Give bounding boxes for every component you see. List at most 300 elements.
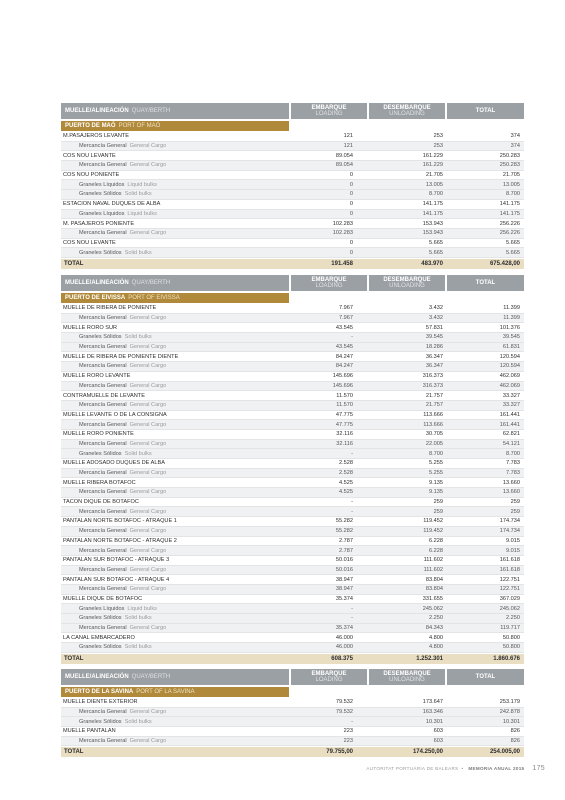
row-loading: -: [351, 615, 353, 622]
row-name-en: General Cargo: [129, 470, 167, 477]
row-total: 5.665: [506, 239, 520, 246]
row-name-en: General Cargo: [129, 508, 167, 515]
row-berth-name: [61, 393, 291, 399]
port-name: PUERTO DE EIVISSA: [65, 295, 126, 301]
table-subrow: [61, 717, 524, 727]
row-loading: 79.532: [335, 699, 353, 706]
row-unloading: 84.343: [425, 625, 443, 632]
row-name-en: Solid bulks: [124, 249, 152, 256]
row-loading: 4.525: [339, 479, 353, 486]
row-name-en: General Cargo: [129, 382, 167, 389]
row-berth-name: [61, 305, 291, 311]
row-name-text: Graneles Sólidos: [79, 249, 122, 256]
row-name-text: Graneles Líquidos: [79, 210, 125, 217]
table-subrow: [61, 161, 524, 171]
row-name-text: TACON DIQUE DE BOTAFOC: [63, 499, 139, 506]
row-loading: 145.696: [332, 373, 353, 380]
row-loading: 102.283: [332, 220, 353, 227]
row-unloading: 36.347: [425, 363, 443, 370]
row-berth-name: [61, 363, 291, 369]
table-row: [61, 698, 524, 708]
row-loading: -: [351, 605, 353, 612]
row-loading: 79.532: [335, 709, 353, 716]
header-quay-berth: [61, 103, 289, 119]
header-total: [447, 669, 524, 685]
row-total: 826: [510, 738, 520, 745]
row-loading: 55.282: [335, 518, 353, 525]
row-total: 374: [510, 133, 520, 140]
row-berth-name: [61, 489, 291, 495]
row-unloading: 603: [433, 728, 443, 735]
row-loading: 2.528: [339, 470, 353, 477]
row-name-text: Mercancía General: [79, 547, 127, 554]
row-name-text: Mercancía General: [79, 738, 127, 745]
row-unloading: 8.700: [429, 450, 443, 457]
row-total: 9.015: [506, 547, 520, 554]
row-total: 174.734: [499, 518, 520, 525]
row-berth-name: [61, 250, 291, 256]
row-loading: 43.545: [335, 324, 353, 331]
table-subrow: [61, 488, 524, 498]
row-loading: -: [351, 450, 353, 457]
table-subrow: [61, 180, 524, 190]
row-loading: 35.374: [335, 625, 353, 632]
row-total: 245.062: [499, 605, 520, 612]
header-loading: [291, 669, 367, 685]
row-unloading: 245.062: [422, 605, 443, 612]
row-name-text: Graneles Sólidos: [79, 450, 122, 457]
row-loading: 32.116: [336, 431, 353, 438]
table-row: [61, 595, 524, 605]
footer-org: AUTORITAT PORTUÀRIA DE BALEARS: [366, 766, 459, 771]
row-unloading: 173.647: [422, 699, 443, 706]
table-row: [61, 575, 524, 585]
row-loading: 145.696: [332, 382, 353, 389]
table-subrow: [61, 343, 524, 353]
row-berth-name: [61, 528, 291, 534]
header-unloading: [369, 669, 445, 685]
table-row: [61, 391, 524, 401]
row-berth-name: [61, 422, 291, 428]
row-name-text: Graneles Sólidos: [79, 615, 122, 622]
row-name-text: MUELLE DE RIBERA DE PONIENTE DIENTE: [63, 353, 179, 360]
row-loading: -: [351, 718, 353, 725]
total-label: TOTAL: [64, 749, 84, 756]
row-unloading: 6.228: [429, 547, 443, 554]
row-total: 11.399: [503, 315, 520, 322]
row-total: 141.175: [499, 210, 520, 217]
header-loading: [291, 275, 367, 291]
row-name-en: General Cargo: [129, 421, 167, 428]
table-subrow: [61, 507, 524, 517]
row-unloading: 5.255: [429, 460, 443, 467]
row-total: 161.618: [499, 557, 520, 564]
header-col2-label: DESEMBARQUE: [383, 276, 431, 283]
row-berth-name: [61, 201, 291, 207]
header-col0-label: MUELLE/ALINEACIÓN: [65, 108, 129, 114]
row-unloading: 111.602: [423, 566, 443, 573]
row-total: 120.594: [499, 363, 520, 370]
row-berth-name: [61, 625, 291, 631]
row-berth-name: [61, 470, 291, 476]
row-loading: -: [351, 334, 353, 341]
row-berth-name: [61, 221, 291, 227]
table-subrow: [61, 527, 524, 537]
row-name-text: Graneles Sólidos: [79, 718, 122, 725]
table-subrow: [61, 566, 524, 576]
header-col1-en: LOADING: [315, 283, 343, 289]
row-total: 62.821: [502, 431, 520, 438]
table-row: [61, 430, 524, 440]
row-loading: 121: [343, 133, 353, 140]
row-loading: 47.775: [335, 411, 353, 418]
row-loading: 2.787: [339, 547, 353, 554]
row-unloading: 141.175: [422, 201, 443, 208]
row-unloading: 161.229: [422, 162, 443, 169]
row-loading: 47.775: [335, 421, 353, 428]
row-loading: 0: [349, 191, 353, 198]
row-name-text: Graneles Líquidos: [79, 181, 125, 188]
row-name-text: Mercancía General: [79, 344, 127, 351]
row-unloading: 316.373: [422, 373, 443, 380]
table-header: [61, 275, 524, 291]
row-berth-name: [61, 644, 291, 650]
row-berth-name: [61, 143, 291, 149]
row-name-text: Mercancía General: [79, 162, 127, 169]
row-name-text: Mercancía General: [79, 440, 127, 447]
row-unloading: 113.666: [423, 421, 443, 428]
row-name-en: Liquid bulks: [127, 605, 157, 612]
row-loading: 46.000: [335, 644, 353, 651]
row-unloading: 153.943: [422, 220, 443, 227]
row-berth-name: [61, 240, 291, 246]
table-subrow: [61, 469, 524, 479]
table-row: [61, 517, 524, 527]
row-unloading: 161.229: [422, 152, 443, 159]
row-berth-name: [61, 606, 291, 612]
row-unloading: 5.665: [429, 249, 443, 256]
row-berth-name: [61, 230, 291, 236]
row-total: 54.121: [502, 440, 520, 447]
table-row: [61, 132, 524, 142]
row-unloading: 30.705: [425, 431, 443, 438]
row-unloading: 3.432: [429, 315, 443, 322]
total-loading: 608.375: [331, 655, 353, 662]
row-loading: 223: [343, 728, 353, 735]
row-total: 5.665: [506, 249, 520, 256]
row-unloading: 5.255: [429, 470, 443, 477]
row-unloading: 10.301: [425, 718, 443, 725]
row-berth-name: [61, 354, 291, 360]
table-subrow: [61, 142, 524, 152]
table-row: [61, 239, 524, 249]
row-berth-name: [61, 548, 291, 554]
row-loading: 35.374: [335, 595, 353, 602]
row-total: 120.594: [499, 353, 520, 360]
row-loading: 38.947: [335, 586, 353, 593]
row-unloading: 141.175: [422, 210, 443, 217]
row-loading: 43.545: [335, 344, 353, 351]
header-col1-label: EMBARQUE: [311, 276, 347, 283]
footer-report-title: MEMORIA ANUAL 2015: [468, 766, 525, 771]
row-name-en: General Cargo: [129, 363, 167, 370]
row-name-text: Mercancía General: [79, 382, 127, 389]
row-name-text: PANTALÁN SUR BOTAFOC - ATRAQUE 4: [63, 576, 170, 583]
row-unloading: 603: [433, 738, 443, 745]
header-col0-label: MUELLE/ALINEACIÓN: [65, 280, 129, 286]
table-subrow: [61, 420, 524, 430]
table-subrow: [61, 585, 524, 595]
row-loading: 50.016: [335, 566, 353, 573]
row-loading: 0: [349, 172, 353, 179]
row-name-text: Graneles Líquidos: [79, 605, 125, 612]
row-berth-name: [61, 567, 291, 573]
table-subrow: [61, 708, 524, 718]
row-unloading: 253: [433, 143, 443, 150]
header-col2-en: UNLOADING: [389, 283, 425, 289]
table-subrow: [61, 229, 524, 239]
row-berth-name: [61, 431, 291, 437]
row-total: 256.226: [499, 220, 520, 227]
row-unloading: 163.346: [422, 709, 443, 716]
table-puerto-mao: [61, 103, 524, 269]
row-loading: 0: [349, 210, 353, 217]
row-unloading: 6.228: [429, 537, 443, 544]
row-berth-name: [61, 133, 291, 139]
table-header: [61, 103, 524, 119]
table-row: [61, 304, 524, 314]
row-name-en: Solid bulks: [124, 450, 152, 457]
table-subrow: [61, 248, 524, 258]
port-title: [61, 121, 289, 131]
header-loading: [291, 103, 367, 119]
row-berth-name: [61, 191, 291, 197]
row-name-text: MUELLE RIBERA BOTAFOC: [63, 479, 136, 486]
row-name-en: General Cargo: [129, 162, 167, 169]
row-unloading: 5.665: [429, 239, 443, 246]
row-name-en: General Cargo: [129, 440, 167, 447]
row-total: 259: [510, 499, 520, 506]
row-name-text: MUELLE DIQUE DE BOTAFOC: [63, 595, 143, 602]
row-name-text: Mercancía General: [79, 402, 127, 409]
row-name-text: Mercancía General: [79, 363, 127, 370]
table-subrow: [61, 382, 524, 392]
table-subrow: [61, 643, 524, 653]
table-puerto-eivissa: [61, 275, 524, 664]
row-unloading: 259: [433, 508, 443, 515]
row-berth-name: [61, 211, 291, 217]
row-berth-name: [61, 383, 291, 389]
row-unloading: 83.804: [425, 576, 443, 583]
row-berth-name: [61, 738, 291, 744]
row-total: 61.831: [502, 344, 520, 351]
row-unloading: 111.602: [423, 557, 443, 564]
row-berth-name: [61, 719, 291, 725]
row-total: 39.545: [502, 334, 520, 341]
row-unloading: 9.135: [429, 479, 443, 486]
total-unloading: 483.970: [421, 260, 443, 267]
row-berth-name: [61, 596, 291, 602]
header-quay-berth: [61, 275, 289, 291]
row-total: 122.751: [499, 586, 520, 593]
row-unloading: 2.250: [429, 615, 443, 622]
row-unloading: 13.005: [425, 181, 443, 188]
header-unloading: [369, 103, 445, 119]
row-name-text: M. PASAJEROS PONIENTE: [63, 220, 135, 227]
row-name-en: General Cargo: [129, 709, 167, 716]
row-loading: -: [351, 508, 353, 515]
table-body: [61, 304, 524, 653]
row-name-text: Mercancía General: [79, 586, 127, 593]
row-name-text: MUELLE RORO SUR: [63, 324, 118, 331]
row-berth-name: [61, 373, 291, 379]
row-berth-name: [61, 451, 291, 457]
row-name-en: General Cargo: [129, 547, 167, 554]
row-name-text: COS NOU LEVANTE: [63, 239, 116, 246]
row-loading: 50.016: [335, 557, 353, 564]
row-loading: 102.283: [332, 230, 353, 237]
row-unloading: 4.800: [429, 644, 443, 651]
row-total: 259: [510, 508, 520, 515]
header-col2-label: DESEMBARQUE: [383, 104, 431, 111]
row-total: 122.751: [499, 576, 520, 583]
row-unloading: 253: [433, 133, 443, 140]
row-berth-name: [61, 509, 291, 515]
row-loading: 0: [349, 181, 353, 188]
row-loading: 89.054: [335, 152, 353, 159]
row-unloading: 119.452: [423, 518, 443, 525]
row-berth-name: [61, 412, 291, 418]
row-name-en: General Cargo: [129, 586, 167, 593]
row-name-text: MUELLE ADOSADO DUQUES DE ALBA: [63, 460, 165, 467]
row-total: 462.069: [499, 373, 520, 380]
row-berth-name: [61, 709, 291, 715]
row-name-text: Mercancía General: [79, 143, 127, 150]
row-name-en: General Cargo: [129, 402, 167, 409]
header-col3-label: TOTAL: [475, 279, 496, 286]
row-total: 250.283: [499, 152, 520, 159]
header-col1-en: LOADING: [315, 677, 343, 683]
port-name-en: PORT OF LA SAVINA: [136, 689, 195, 695]
total-total: 1.860.676: [493, 655, 520, 662]
row-total: 8.700: [506, 450, 520, 457]
row-loading: 38.947: [335, 576, 353, 583]
row-total: 119.717: [500, 625, 520, 632]
row-loading: 55.282: [335, 528, 353, 535]
table-body: [61, 132, 524, 258]
port-title: [61, 687, 289, 697]
row-berth-name: [61, 480, 291, 486]
total-label: TOTAL: [64, 655, 84, 662]
row-total: 174.734: [499, 528, 520, 535]
row-berth-name: [61, 538, 291, 544]
table-subrow: [61, 604, 524, 614]
table-row: [61, 556, 524, 566]
row-loading: 0: [349, 239, 353, 246]
row-name-en: Solid bulks: [124, 615, 152, 622]
port-name-en: PORT OF EIVISSA: [128, 295, 180, 301]
table-subrow: [61, 737, 524, 747]
table-subrow: [61, 624, 524, 634]
table-row: [61, 411, 524, 421]
row-berth-name: [61, 182, 291, 188]
row-total: 161.441: [499, 411, 520, 418]
row-name-text: Graneles Sólidos: [79, 334, 122, 341]
row-name-text: Mercancía General: [79, 625, 127, 632]
row-name-text: MUELLE LEVANTE O DE LA CONSIGNA: [63, 411, 167, 418]
row-loading: 11.570: [336, 392, 353, 399]
table-puerto-la-savina: [61, 669, 524, 757]
row-unloading: 153.943: [422, 230, 443, 237]
row-name-text: Graneles Sólidos: [79, 191, 122, 198]
row-total: 50.800: [502, 644, 520, 651]
row-name-text: MUELLE RORO PONIENTE: [63, 431, 134, 438]
row-unloading: 9.135: [429, 489, 443, 496]
row-name-text: COS NOU LEVANTE: [63, 152, 116, 159]
row-berth-name: [61, 557, 291, 563]
total-loading: 79.755,00: [326, 749, 353, 756]
row-total: 101.376: [499, 324, 520, 331]
row-name-text: ESTACION NAVAL DUQUES DE ALBA: [63, 201, 161, 208]
row-unloading: 119.452: [423, 528, 443, 535]
row-unloading: 113.666: [423, 411, 443, 418]
row-total: 13.660: [502, 479, 520, 486]
row-berth-name: [61, 315, 291, 321]
header-quay-berth: [61, 669, 289, 685]
footer-separator: •: [461, 766, 464, 771]
row-unloading: 4.800: [429, 634, 443, 641]
header-col0-label: MUELLE/ALINEACIÓN: [65, 674, 129, 680]
row-name-text: Mercancía General: [79, 421, 127, 428]
table-row: [61, 727, 524, 737]
table-subrow: [61, 401, 524, 411]
row-name-en: General Cargo: [129, 344, 167, 351]
row-unloading: 57.831: [425, 324, 443, 331]
header-col3-label: TOTAL: [475, 107, 496, 114]
row-berth-name: [61, 153, 291, 159]
row-total: 374: [510, 143, 520, 150]
row-name-en: Liquid bulks: [127, 210, 157, 217]
row-total: 13.005: [502, 181, 520, 188]
table-subrow: [61, 449, 524, 459]
row-name-en: General Cargo: [129, 489, 167, 496]
header-col1-label: EMBARQUE: [311, 104, 347, 111]
total-loading: 191.458: [331, 260, 353, 267]
row-total: 8.700: [506, 191, 520, 198]
row-name-text: Mercancía General: [79, 489, 127, 496]
row-name-en: Liquid bulks: [127, 181, 157, 188]
row-total: 367.029: [499, 595, 520, 602]
row-total: 462.069: [499, 382, 520, 389]
table-subrow: [61, 333, 524, 343]
row-name-text: Mercancía General: [79, 230, 127, 237]
page-footer: [300, 765, 545, 772]
row-berth-name: [61, 499, 291, 505]
table-row: [61, 633, 524, 643]
total-label: TOTAL: [64, 260, 84, 267]
row-name-text: Mercancía General: [79, 528, 127, 535]
table-row: [61, 352, 524, 362]
row-name-text: LA CANAL EMBARCADERO: [63, 634, 135, 641]
table-row: [61, 200, 524, 210]
header-total: [447, 103, 524, 119]
header-total: [447, 275, 524, 291]
row-name-en: General Cargo: [129, 625, 167, 632]
row-unloading: 3.432: [429, 305, 443, 312]
row-loading: 84.247: [335, 363, 353, 370]
total-total: 675.428,00: [489, 260, 520, 267]
row-name-text: M.PASAJEROS LEVANTE: [63, 133, 130, 140]
